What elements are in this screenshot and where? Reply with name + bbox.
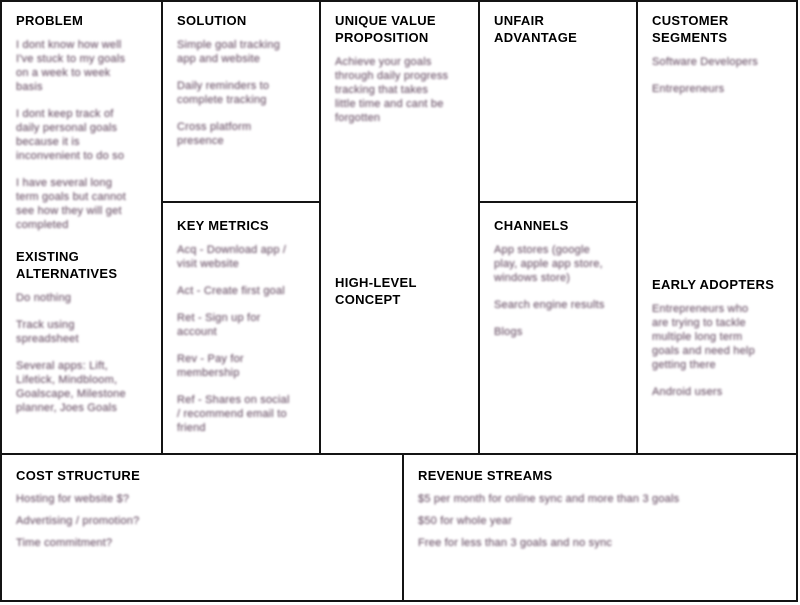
key-metrics-body: [177, 243, 295, 435]
revenue-streams-title: REVENUE STREAMS: [418, 468, 553, 483]
channels-item: App stores (google play, apple app store, windows store): [494, 244, 603, 284]
early-adopters-item: Entrepreneurs who are trying to tackle multiple long term goals and need help getting there: [652, 303, 755, 371]
unfair-advantage-title: UNFAIR ADVANTAGE: [494, 13, 578, 45]
cost-structure-item: Advertising / promotion?: [16, 515, 140, 527]
problem-item: I have several long term goals but cannot see how they will get completed: [16, 177, 126, 231]
key-metrics-item: Acq - Download app / visit website: [177, 244, 287, 270]
existing-alternatives-item: Several apps: Lift, Lifetick, Mindbloom, Goalscape, Milestone planner, Joes Goals: [16, 360, 126, 414]
customer-segments-title: CUSTOMER SEGMENTS: [652, 13, 729, 45]
cell-solution: [163, 2, 319, 201]
revenue-streams-item: $50 for whole year: [418, 515, 513, 527]
cell-unfair-advantage: [480, 2, 636, 201]
key-metrics-item: Ret - Sign up for account: [177, 312, 261, 338]
solution-title: SOLUTION: [177, 13, 247, 28]
key-metrics-item: Ref - Shares on social / recommend email to friend: [177, 394, 290, 434]
cell-key-metrics: [163, 203, 319, 453]
existing-alternatives-body: [16, 291, 128, 415]
problem-item: I dont know how well I've stuck to my goals on a week to week basis: [16, 39, 126, 93]
cell-channels: [480, 203, 636, 453]
cost-structure-title: COST STRUCTURE: [16, 468, 141, 483]
unique-value-proposition-title: UNIQUE VALUE PROPOSITION: [335, 13, 436, 45]
solution-body: [177, 38, 289, 148]
problem-title: PROBLEM: [16, 13, 84, 28]
cost-structure-item: Hosting for website $?: [16, 493, 130, 505]
cell-cost-structure: [2, 455, 402, 600]
channels-item: Blogs: [494, 326, 523, 338]
customer-segments-body: [652, 55, 764, 96]
revenue-streams-body: [418, 493, 758, 550]
customer-segments-item: Entrepreneurs: [652, 83, 725, 95]
solution-item: Daily reminders to complete tracking: [177, 80, 270, 106]
unique-value-proposition-body: [335, 55, 451, 125]
early-adopters-block: [652, 276, 788, 412]
cell-problem: [2, 2, 161, 453]
solution-item: Simple goal tracking app and website: [177, 39, 281, 65]
problem-item: I dont keep track of daily personal goals because it is inconvenient to do so: [16, 108, 125, 162]
solution-item: Cross platform presence: [177, 121, 252, 147]
existing-alternatives-title: EXISTING ALTERNATIVES: [16, 249, 118, 281]
channels-body: [494, 243, 606, 339]
revenue-streams-item: $5 per month for online sync and more than 3 goals: [418, 493, 680, 505]
unique-value-proposition-item: Achieve your goals through daily progress tracking that takes little time and cant be forgotten: [335, 56, 449, 124]
early-adopters-title: EARLY ADOPTERS: [652, 277, 775, 292]
key-metrics-item: Rev - Pay for membership: [177, 353, 244, 379]
problem-body: [16, 38, 128, 232]
high-level-concept-title: HIGH-LEVEL CONCEPT: [335, 275, 417, 307]
key-metrics-title: KEY METRICS: [177, 218, 269, 233]
cost-structure-body: [16, 493, 356, 550]
early-adopters-body: [652, 302, 764, 399]
cost-structure-item: Time commitment?: [16, 537, 113, 549]
existing-alternatives-item: Track using spreadsheet: [16, 319, 79, 345]
cell-revenue-streams: [404, 455, 796, 600]
early-adopters-item: Android users: [652, 386, 723, 398]
channels-item: Search engine results: [494, 299, 605, 311]
customer-segments-item: Software Developers: [652, 56, 758, 68]
key-metrics-item: Act - Create first goal: [177, 285, 285, 297]
existing-alternatives-item: Do nothing: [16, 292, 72, 304]
cell-customer-segments: [638, 2, 796, 453]
high-level-concept-block: [335, 274, 470, 317]
existing-alternatives-block: [16, 248, 153, 428]
channels-title: CHANNELS: [494, 218, 569, 233]
cell-unique-value-proposition: [321, 2, 478, 453]
revenue-streams-item: Free for less than 3 goals and no sync: [418, 537, 613, 549]
